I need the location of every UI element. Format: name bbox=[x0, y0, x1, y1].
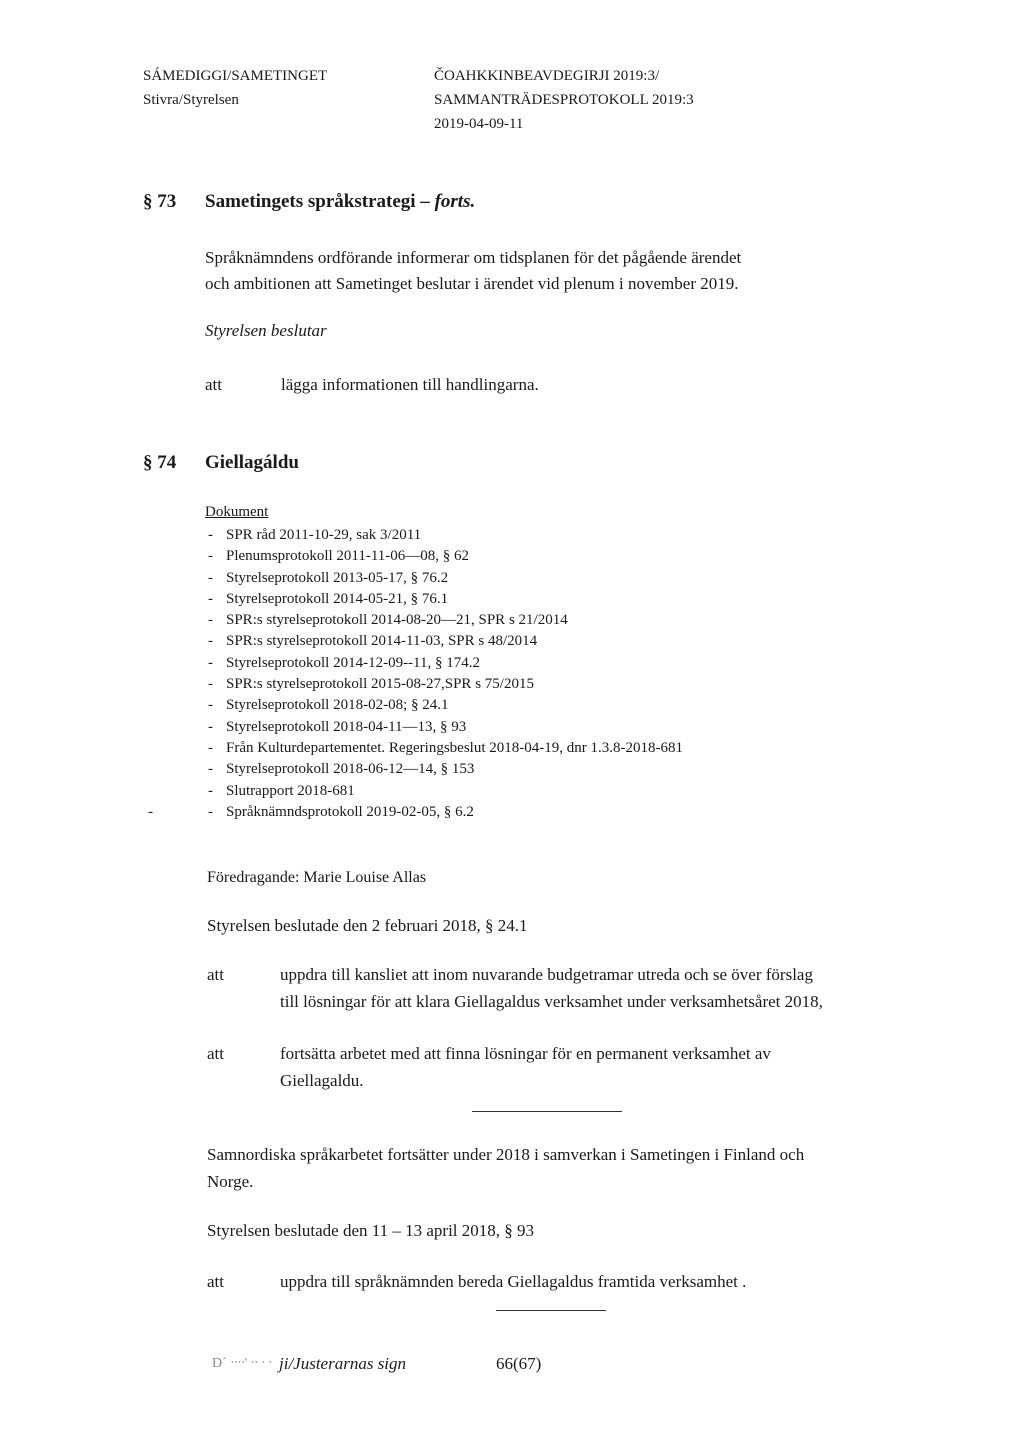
decided-feb-2018: Styrelsen beslutade den 2 februari 2018, § 24.1 bbox=[207, 916, 528, 935]
separator-rule-2 bbox=[496, 1310, 606, 1311]
document-item: - Styrelseprotokoll 2014-12-09--11, § 174.2 bbox=[208, 653, 683, 674]
section-73-number: § 73 bbox=[143, 191, 177, 212]
separator-rule bbox=[472, 1111, 622, 1112]
document-item: - Från Kulturdepartementet. Regeringsbeslut 2018-04-19, dnr 1.3.8-2018-681 bbox=[208, 738, 683, 759]
presenter: Föredragande: Marie Louise Allas bbox=[207, 869, 427, 886]
document-item: - SPR råd 2011-10-29, sak 3/2011 bbox=[208, 525, 683, 546]
header-date: 2019-04-09-11 bbox=[434, 116, 524, 132]
section-73-paragraph-line2: och ambitionen att Sametinget beslutar i ärendet vid plenum i november 2019. bbox=[205, 274, 739, 293]
header-protocol-sami: ČOAHKKINBEAVDEGIRJI 2019:3/ bbox=[434, 68, 660, 84]
header-unit: Stivra/Styrelsen bbox=[143, 92, 239, 108]
footer-sign-faded: D´ ᐧᐧᐧᐧ' ᐧᐧ ᐧ ᐧ bbox=[212, 1356, 272, 1371]
footer-page-number: 66(67) bbox=[496, 1354, 542, 1373]
section-74-title: Giellagáldu bbox=[205, 452, 299, 473]
document-item: - Styrelseprotokoll 2018-04-11—13, § 93 bbox=[208, 717, 683, 738]
decision-3: uppdra till språknämnden bereda Giellagaldus framtida verksamhet . bbox=[280, 1272, 747, 1291]
documents-heading: Dokument bbox=[205, 504, 269, 520]
decision-1-line2: till lösningar för att klara Giellagaldus verksamhet under verksamhetsåret 2018, bbox=[280, 992, 823, 1011]
section-74-number: § 74 bbox=[143, 452, 177, 473]
section-73-att: att bbox=[205, 375, 222, 394]
document-item: - SPR:s styrelseprotokoll 2014-11-03, SPR s 48/2014 bbox=[208, 631, 683, 652]
section-73-title-forts: forts. bbox=[429, 191, 476, 212]
section-73-paragraph-line1: Språknämndens ordförande informerar om tidsplanen för det pågående ärendet bbox=[205, 248, 742, 267]
decided-apr-2018: Styrelsen beslutade den 11 – 13 april 2018, § 93 bbox=[207, 1221, 535, 1240]
section-73-title-main: Sametingets språkstrategi – bbox=[205, 191, 430, 212]
document-item: - Språknämndsprotokoll 2019-02-05, § 6.2 bbox=[208, 802, 683, 823]
header-protocol-swe: SAMMANTRÄDESPROTOKOLL 2019:3 bbox=[434, 92, 694, 108]
section-73-title bbox=[205, 191, 475, 213]
nordic-paragraph-line1: Samnordiska språkarbetet fortsätter under 2018 i samverkan i Sametingen i Finland och bbox=[207, 1145, 805, 1164]
documents-list bbox=[208, 525, 683, 823]
decision-1-line1: uppdra till kansliet att inom nuvarande budgetramar utreda och se över förslag bbox=[280, 965, 813, 984]
document-item: - Plenumsprotokoll 2011-11-06—08, § 62 bbox=[208, 546, 683, 567]
document-item: - Styrelseprotokoll 2013-05-17, § 76.2 bbox=[208, 568, 683, 589]
document-item: - SPR:s styrelseprotokoll 2015-08-27,SPR s 75/2015 bbox=[208, 674, 683, 695]
section-73-decision: lägga informationen till handlingarna. bbox=[281, 375, 539, 394]
decision-2-line2: Giellagaldu. bbox=[280, 1071, 364, 1090]
nordic-paragraph-line2: Norge. bbox=[207, 1172, 254, 1191]
document-item: - Styrelseprotokoll 2018-06-12—14, § 153 bbox=[208, 759, 683, 780]
section-73-decides-heading: Styrelsen beslutar bbox=[205, 321, 327, 340]
decision-3-att: att bbox=[207, 1272, 224, 1291]
header-org: SÁMEDIGGI/SAMETINGET bbox=[143, 68, 328, 84]
footer-sign: ji/Justerarnas sign bbox=[279, 1354, 407, 1373]
document-item: - SPR:s styrelseprotokoll 2014-08-20—21, SPR s 21/2014 bbox=[208, 610, 683, 631]
margin-dash: - bbox=[148, 804, 153, 820]
decision-2-att: att bbox=[207, 1044, 224, 1063]
document-item: - Slutrapport 2018-681 bbox=[208, 781, 683, 802]
document-item: - Styrelseprotokoll 2014-05-21, § 76.1 bbox=[208, 589, 683, 610]
decision-1-att: att bbox=[207, 965, 224, 984]
decision-2-line1: fortsätta arbetet med att finna lösningar för en permanent verksamhet av bbox=[280, 1044, 771, 1063]
document-item: - Styrelseprotokoll 2018-02-08; § 24.1 bbox=[208, 695, 683, 716]
